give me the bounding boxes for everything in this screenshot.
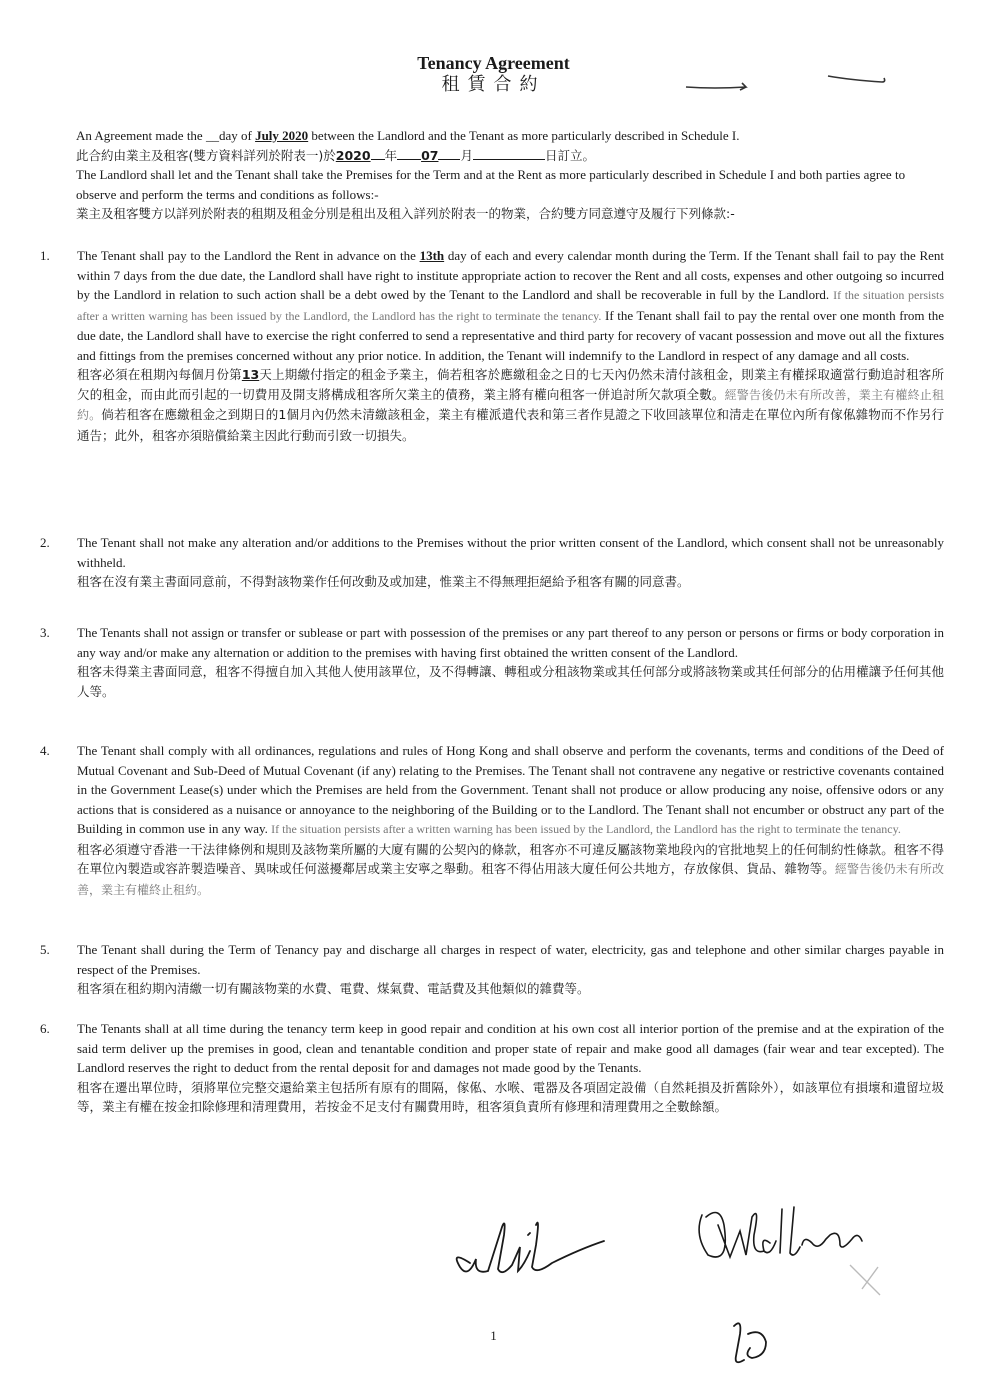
clause-number: 1. — [40, 248, 50, 263]
initials-stroke-1 — [684, 78, 754, 94]
title-chinese: 租賃合約 — [441, 74, 546, 95]
clause-5 — [40, 940, 944, 999]
page-number: 1 — [490, 1328, 497, 1343]
clause-text-en: The Tenants shall not assign or transfer or sublease or part with possession of the premises or any part thereof to any person or persons or firms or body corporation in any way and/or make any alternation or addition to the premises with having first obtained the written consent of the Landlord. — [77, 625, 944, 660]
day-blank-zh — [473, 147, 545, 160]
rent-due-day-zh: 13 — [241, 367, 260, 382]
clause-3 — [40, 623, 944, 701]
day-blank: __ — [205, 128, 219, 143]
clause-4 — [40, 741, 944, 900]
signature-landlord — [440, 1205, 610, 1290]
clause-number: 2. — [40, 535, 50, 550]
clause-text-en: The Tenants shall at all time during the tenancy term keep in good repair and condition at his own cost all interior portion of the premise and at the expiration of the said term deliver up the premises in good, clean and tenantable condition and proper state of repair and make good all damages (fair wear and tear excepted). The Landlord reserves the right to deduct from the rental deposit for and damages not made good by the Tenants. — [77, 1021, 944, 1075]
clause-1 — [40, 246, 944, 445]
clause-text-zh: 租客未得業主書面同意，租客不得擅自加入其他人使用該單位，及不得轉讓、轉租或分租該物業或其任何部分或將該物業或其任何部分的佔用權讓予任何其他人等。 — [77, 664, 944, 699]
clause-text-en: The Tenant shall during the Term of Tenancy pay and discharge all charges in respect of water, electricity, gas and telephone and other similar charges payable in respect of the Premises. — [77, 942, 944, 977]
blank-line — [371, 147, 385, 160]
clause-number: 3. — [40, 625, 50, 640]
clause-text-en: The Tenant shall pay to the Landlord the Rent in advance on the 13th day of each and every calendar month during the Term. If the Tenant shall fail to pay the Rent within 7 days from the due date, the Landlord shall have right to institute appropriate action to recover the Rent and all costs, expenses and other outgoing so incurred by the Landlord in relation to such action shall be a debt owed by the Tenant to the Landlord and shall be recoverable in full by the Landlord. If the situation persists after a written warning has been issued by the Landlord, the Landlord has the right to terminate the tenancy. If the Tenant shall fail to pay the rental over one month from the due date, the Landlord shall have to exercise the right conferred to send a representative and third party for recovery of vacant possession and move out all the fixtures and fittings from the premises concerned without any prior notice. In addition, the Tenant will indemnify to the Landlord in respect of any damage and all costs. — [77, 248, 945, 363]
initials-stroke-2 — [826, 70, 888, 88]
clause-number: 4. — [40, 743, 50, 758]
signature-tenant — [690, 1195, 890, 1305]
clause-2 — [40, 533, 944, 592]
agreement-month-year: July 2020 — [255, 128, 309, 143]
clause-text-zh: 租客在遷出單位時，須將單位完整交還給業主包括所有原有的間隔，傢俬、水喉、電器及各項固定設備（自然耗損及折舊除外），如該單位有損壞和遺留垃圾等，業主有權在按金扣除修理和清理費用，若按金不足支付有關費用時，租客須負責所有修理和清理費用之全數餘額。 — [77, 1079, 944, 1114]
clause-text-zh: 租客須在租約期內清繳一切有關該物業的水費、電費、煤氣費、電話費及其他類似的雜費等。 — [77, 981, 590, 996]
clause-text-en: The Tenant shall comply with all ordinances, regulations and rules of Hong Kong and shall observe and perform the covenants, terms and conditions of the Deed of Mutual Covenant and Sub-Deed of Mutual Covenant (if any) relating to the Premises. The Tenant shall not contravene any negative or restrictive covenants contained in the Government Lease(s) under which the Premises are held from the Government. Tenant shall not produce or allow producing any noise, offensive odors or any actions that is considered as a nuisance or annoyance to the neighboring of the Building or to the Landlord. The Tenant shall not encumber or obstruct any part of the Building in common use in any way. If the situation persists after a written warning has been issued by the Landlord, the Landlord has the right to terminate the tenancy. — [77, 743, 944, 836]
preamble-line-en-1: An Agreement made the __day of July 2020 between the Landlord and the Tenant as more particularly described in Schedule I. — [76, 128, 740, 143]
clause-number: 6. — [40, 1021, 50, 1036]
clause-6 — [40, 1019, 944, 1117]
clause-number: 5. — [40, 942, 50, 957]
clause-text-zh: 租客必須在租期內每個月份第13天上期繳付指定的租金予業主，倘若租客於應繳租金之日的七天內仍然未清付該租金，則業主有權採取適當行動追討租客所欠的租金，而由此而引起的一切費用及開支將構成租客所欠業主的債務，業主將有權向租客一併追討所欠款項全數。經警告後仍未有所改善，業主有權終止租約。倘若租客在應繳租金之到期日的1個月內仍然未清繳該租金，業主有權派遣代表和第三者作見證之下收回該單位和清走在單位內所有傢俬雜物而不作另行通告；此外，租客亦須賠償給業主因此行動而引致一切損失。 — [77, 367, 944, 443]
clause-text-zh: 租客必須遵守香港一干法律條例和規則及該物業所屬的大廈有關的公契內的條款，租客亦不可違反屬該物業地段內的官批地契上的任何制約性條款。租客不得在單位內製造或容許製造噪音、異味或任何滋擾鄰居或業主安寧之舉動。租客不得佔用該大廈任何公共地方，存放傢俱、貨品、雜物等。經警告後仍未有所改善，業主有權終止租約。 — [77, 841, 944, 897]
rent-due-day: 13th — [419, 248, 445, 263]
agreement-year-zh: 2020 — [335, 147, 371, 163]
clause-text-en: The Tenant shall not make any alteration and/or additions to the Premises without the prior written consent of the Landlord, which consent shall not be unreasonably withheld. — [77, 535, 944, 570]
preamble — [76, 126, 944, 224]
blank-line — [438, 147, 460, 160]
preamble-line-zh-1: 此合約由業主及租客(雙方資料詳列於附表一)於2020 年 07 月 日訂立。 — [76, 147, 596, 163]
preamble-line-zh-2: 業主及租客雙方以詳列於附表的租期及租金分別是租出及租入詳列於附表一的物業，合約雙方同意遵守及履行下列條款:- — [76, 206, 735, 221]
title-english: Tenancy Agreement — [417, 53, 570, 73]
preamble-line-en-2: The Landlord shall let and the Tenant shall take the Premises for the Term and at the Rent as more particularly described in Schedule I and both parties agree to observe and perform the terms and conditions as follows:- — [76, 167, 906, 202]
agreement-month-zh: 07 — [421, 147, 439, 163]
blank-line — [397, 147, 421, 160]
clause-text-zh: 租客在沒有業主書面同意前，不得對該物業作任何改動及或加建，惟業主不得無理拒絕給予租客有關的同意書。 — [77, 574, 690, 589]
